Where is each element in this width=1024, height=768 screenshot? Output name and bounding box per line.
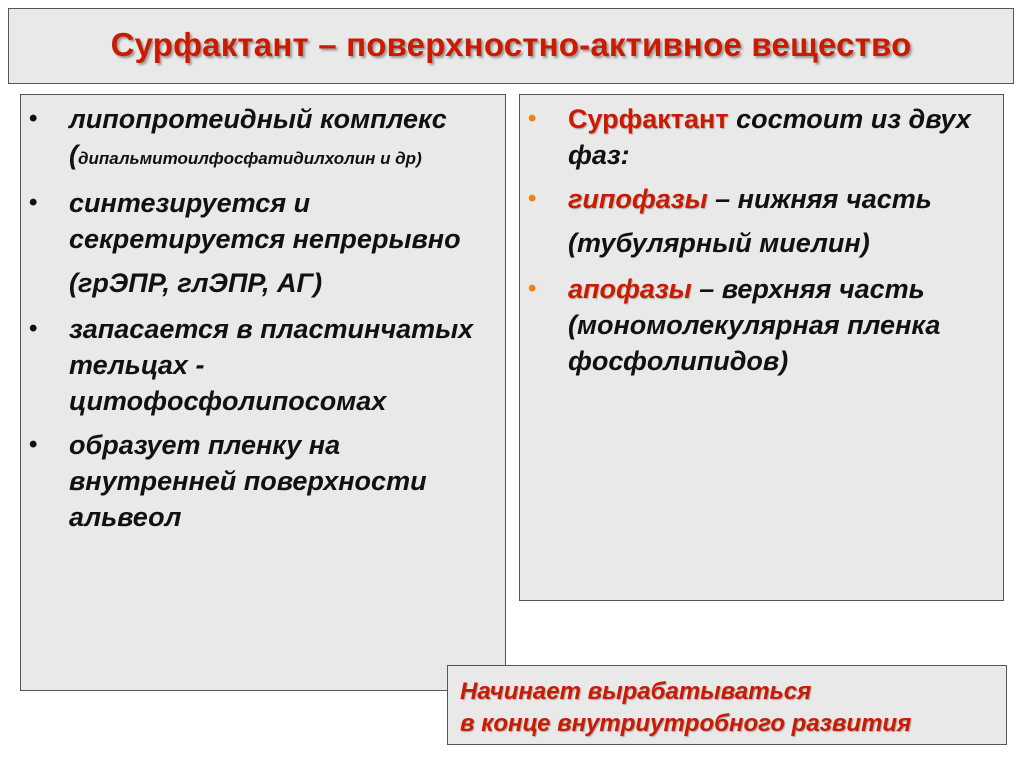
left-panel xyxy=(20,94,506,691)
item-highlight: Сурфактант xyxy=(568,104,729,134)
list-item xyxy=(21,101,505,177)
note-text xyxy=(460,676,911,740)
right-list xyxy=(520,101,1003,387)
item-highlight: гипофазы xyxy=(568,184,708,214)
page-title: Сурфактант – поверхностно-активное вещество xyxy=(110,26,912,63)
item-text: запасается в пластинчатых тельцах - цитофосфолипосомах xyxy=(69,314,474,416)
bullet-icon: • xyxy=(528,185,537,212)
note-line-2: в конце внутриутробного развития xyxy=(460,710,912,737)
list-item xyxy=(520,101,1003,173)
item-text: – верхняя часть (мономолекулярная пленка фосфолипидов) xyxy=(568,274,941,376)
item-text: липопротеидный комплекс xyxy=(69,104,447,134)
title-box xyxy=(8,8,1014,84)
list-item xyxy=(21,427,505,535)
note-line-1: Начинает вырабатываться xyxy=(460,678,812,705)
bullet-icon: • xyxy=(29,431,38,458)
item-text: синтезируется и секретируется непрерывно xyxy=(69,188,461,254)
item-continuation: (грЭПР, глЭПР, АГ) xyxy=(69,268,323,298)
bullet-icon: • xyxy=(29,105,38,132)
item-highlight: апофазы xyxy=(568,274,692,304)
list-item xyxy=(21,185,505,257)
bullet-icon: • xyxy=(29,189,38,216)
bullet-icon: • xyxy=(528,275,537,302)
bullet-icon: • xyxy=(29,315,38,342)
note-box xyxy=(447,665,1007,745)
item-continuation: (тубулярный миелин) xyxy=(568,228,870,258)
bullet-icon: • xyxy=(528,105,537,132)
item-text: образует пленку на внутренней поверхности альвеол xyxy=(69,430,427,532)
right-panel xyxy=(519,94,1004,601)
left-list xyxy=(21,101,505,543)
list-item xyxy=(21,311,505,419)
item-text: состоит из двух фаз: xyxy=(568,104,971,170)
list-item xyxy=(520,181,1003,217)
item-small-text: дипальмитоилфосфатидилхолин и др) xyxy=(78,149,422,168)
item-text: – нижняя часть xyxy=(707,184,932,214)
item-paren-open: ( xyxy=(69,140,78,170)
list-item xyxy=(520,271,1003,379)
